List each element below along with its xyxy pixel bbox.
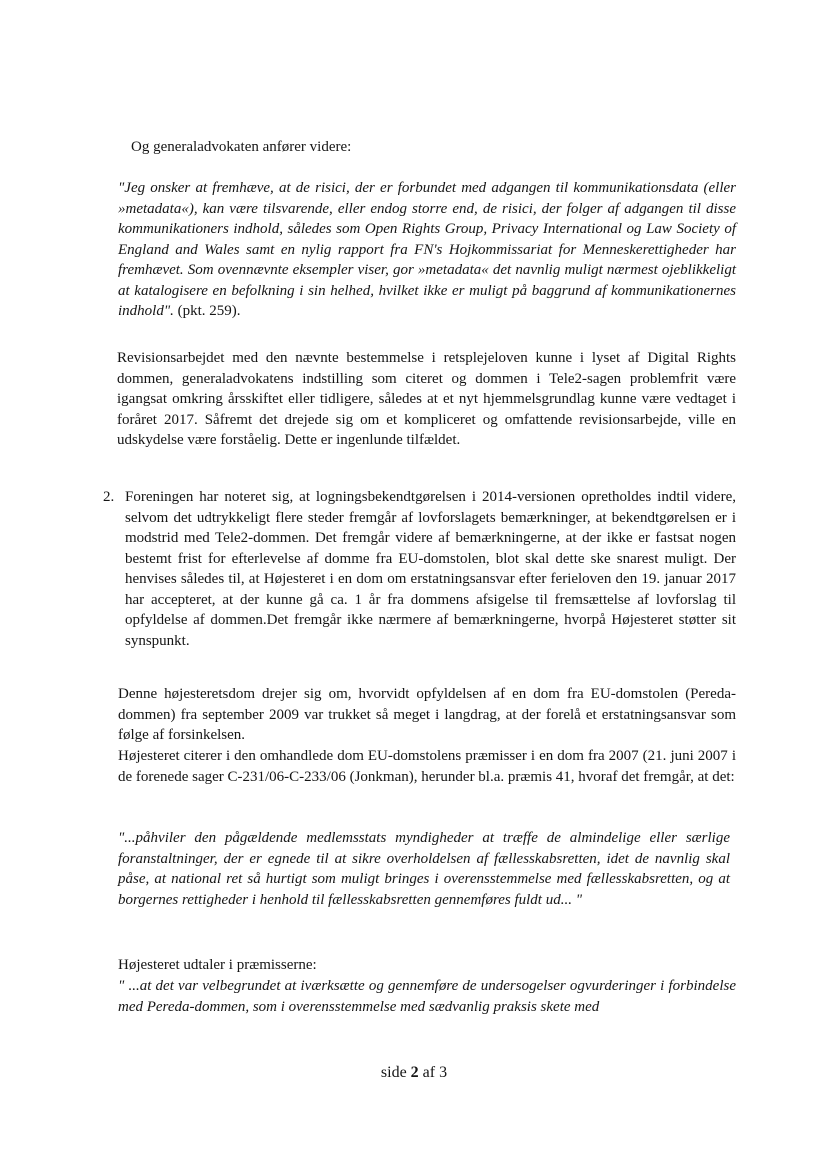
quote-eu-domstolen: "...påhviler den pågældende medlemsstats myndigheder at træffe de almindelige eller særlige foranstaltninger, der er egnede til at sikre overholdelsen af fællesskabsretten, idet de navnlig skal påse, at national ret så hurtigt som muligt bringes i overensstemmelse med fællesskabsretten, og at borgernes rettigheder i henhold til fællesskabsretten gennemføres fuldt ud... " bbox=[118, 830, 730, 908]
footer-current-page: 2 bbox=[410, 1064, 419, 1081]
paragraph-hojesteret-citerer: Højesteret citerer i den omhandlede dom EU-domstolens præmisser i en dom fra 2007 (21. juni 2007 i de forenede sager C-231/06-C-233/06 (Jonkman), herunder bl.a. præmis 41, hvoraf det fremgår, at det: bbox=[118, 748, 736, 785]
quote-pereda: " ...at det var velbegrundet at iværksætte og gennemføre de undersogelser ogvurderinger i forbindelse med Pereda-dommen, som i overensstemmelse med sædvanlig praksis skete med bbox=[118, 978, 736, 1015]
quote-generaladvokat bbox=[118, 178, 736, 322]
footer-middle: af bbox=[418, 1064, 440, 1081]
paragraph-hojesteretsdom: Denne højesteretsdom drejer sig om, hvorvidt opfyldelsen af en dom fra EU-domstolen (Pereda-dommen) fra september 2009 var trukket så meget i langdrag, at der forelå et erstatningsansvar som følge af forsinkelsen. bbox=[118, 686, 736, 743]
quote-reference: (pkt. 259). bbox=[173, 303, 241, 319]
list-item-number: 2. bbox=[103, 489, 115, 505]
footer-prefix: side bbox=[380, 1064, 411, 1081]
list-item-foreningen: Foreningen har noteret sig, at logningsbekendtgørelsen i 2014-versionen opretholdes indtil videre, selvom det udtrykkeligt flere steder fremgår af lovforslagets bemærkninger, at bekendtgørelsen er i modstrid med Tele2-dommen. Det fremgår videre af bemærkningerne, at der ikke er fastsat nogen bestemt frist for efterlevelse af domme fra EU-domstolen, blot skal dette ske snarest muligt. Der henvises således til, at Højesteret i en dom om erstatningsansvar efter ferieloven den 19. januar 2017 har accepteret, at der kunne gå ca. 1 år fra dommens afsigelse til fremsættelse af lovforslag til opfyldelse af dommen.Det fremgår ikke nærmere af bemærkningerne, hvorpå Højesteret støtter sit synspunkt. bbox=[125, 489, 736, 649]
quote-generaladvokat-text: "Jeg onsker at fremhæve, at de risici, der er forbundet med adgangen til kommunikationsdata (eller »metadata«), kan være tilsvarende, eller endog storre end, de risici, der folger af adgangen til disse kommunikationers indhold, således som Open Rights Group, Privacy International og Law Society of England and Wales samt en nylig rapport fra FN's Hojkommissariat for Menneskerettigheder har fremhævet. Som ovennævnte eksempler viser, gor »metadata« det navnlig muligt nærmest ojeblikkeligt at katalogisere en befolkning i sin helhed, hvilket ikke er muligt på baggrund af kommunikationernes indhold". bbox=[118, 180, 736, 319]
page-footer bbox=[0, 1064, 828, 1082]
paragraph-revisionsarbejdet: Revisionsarbejdet med den nævnte bestemmelse i retsplejeloven kunne i lyset af Digital Rights dommen, generaladvokatens indstilling som citeret og dommen i Tele2-sagen problemfrit være igangsat omkring årsskiftet eller tidligere, således at et nyt hjemmelsgrundlag kunne være vedtaget i foråret 2017. Såfremt det drejede sig om et kompliceret og omfattende revisionsarbejde, ville en udskydelse være forståelig. Dette er ingenlunde tilfældet. bbox=[117, 350, 736, 448]
paragraph-hojesteret-udtaler: Højesteret udtaler i præmisserne: bbox=[118, 957, 317, 973]
footer-total-pages: 3 bbox=[439, 1064, 448, 1081]
intro-line: Og generaladvokaten anfører videre: bbox=[131, 139, 352, 155]
